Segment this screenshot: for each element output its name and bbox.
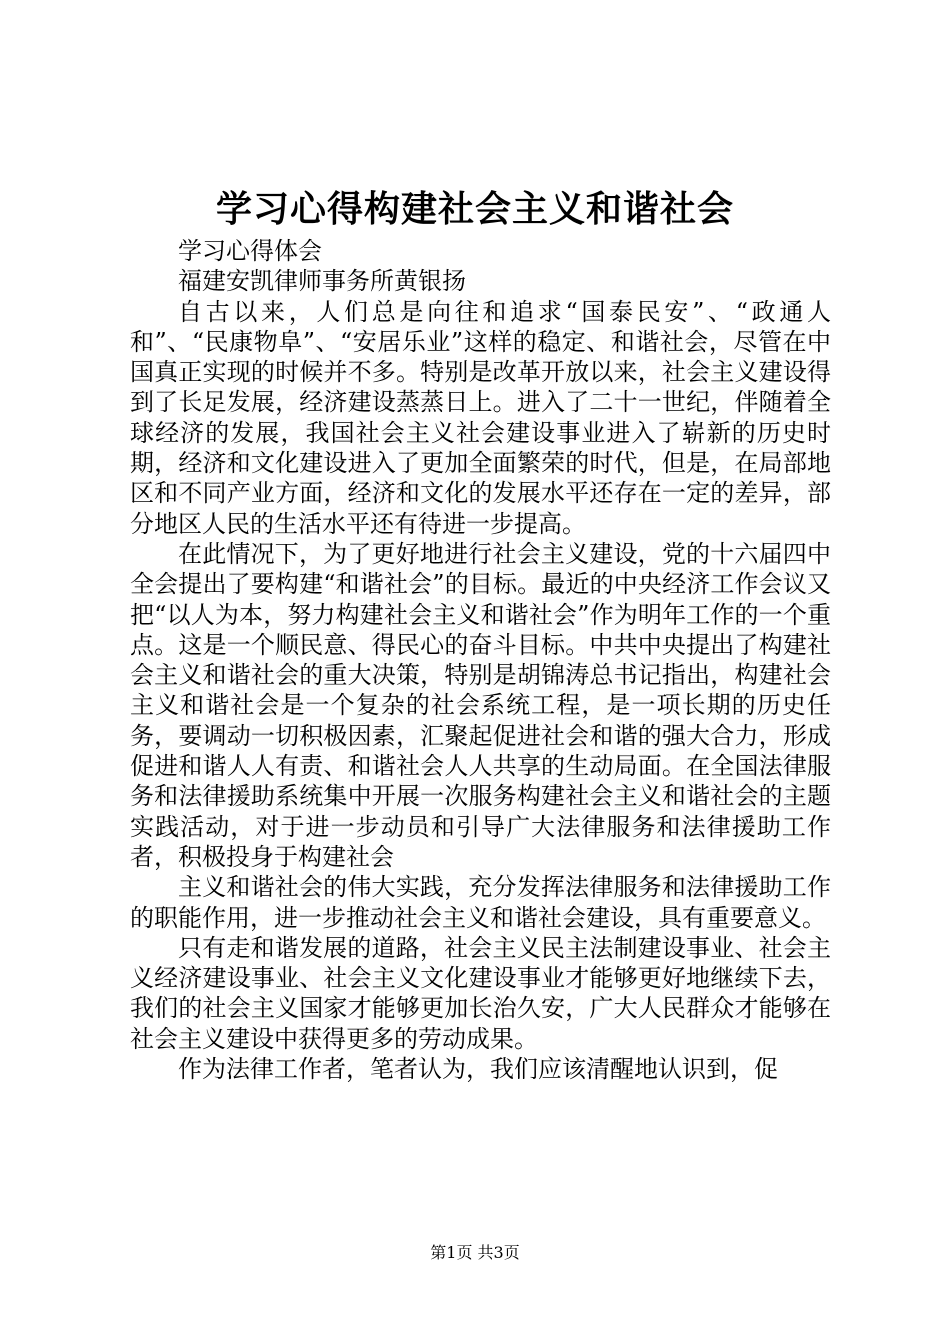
paragraph: 在此情况下，为了更好地进行社会主义建设，党的十六届四中全会提出了要构建“和谐社会”的目标。最近的中央经济工作会议又把“以人为本，努力构建社会主义和谐社会”作为明年工作的一个重点。这是一个顺民意、得民心的奋斗目标。中共中央提出了构建社会主义和谐社会的重大决策，特别是胡锦涛总书记指出，构建社会主义和谐社会是一个复杂的社会系统工程，是一项长期的历史任务，要调动一切积极因素，汇聚起促进社会和谐的强大合力，形成促进和谐人人有责、和谐社会人人共享的生动局面。在全国法律服务和法律援助系统集中开展一次服务构建社会主义和谐社会的主题实践活动，对于进一步动员和引导广大法律服务和法律援助工作者，积极投身于构建社会: [130, 539, 831, 871]
paragraph: 主义和谐社会的伟大实践，充分发挥法律服务和法律援助工作的职能作用，进一步推动社会主义和谐社会建设，具有重要意义。: [130, 873, 831, 932]
paragraph-author: 福建安凯律师事务所黄银扬: [178, 267, 466, 296]
paragraph: 自古以来，人们总是向往和追求“国泰民安”、“政通人和”、“民康物阜”、“安居乐业”这样的稳定、和谐社会，尽管在中国真正实现的时候并不多。特别是改革开放以来，社会主义建设得到了长足发展，经济建设蒸蒸日上。进入了二十一世纪，伴随着全球经济的发展，我国社会主义社会建设事业进入了崭新的历史时期，经济和文化建设进入了更加全面繁荣的时代，但是，在局部地区和不同产业方面，经济和文化的发展水平还存在一定的差异，部分地区人民的生活水平还有待进一步提高。: [130, 297, 831, 538]
paragraph: 作为法律工作者，笔者认为，我们应该清醒地认识到，促: [178, 1055, 778, 1084]
page-number-footer: 第1页 共3页: [430, 1243, 520, 1262]
paragraph: 只有走和谐发展的道路，社会主义民主法制建设事业、社会主义经济建设事业、社会主义文化建设事业才能够更好地继续下去，我们的社会主义国家才能够更加长治久安，广大人民群众才能够在社会主义建设中获得更多的劳动成果。: [130, 933, 831, 1053]
document-title: 学习心得构建社会主义和谐社会: [215, 188, 734, 230]
paragraph-subtitle: 学习心得体会: [178, 237, 322, 265]
document-body: [130, 236, 831, 1084]
